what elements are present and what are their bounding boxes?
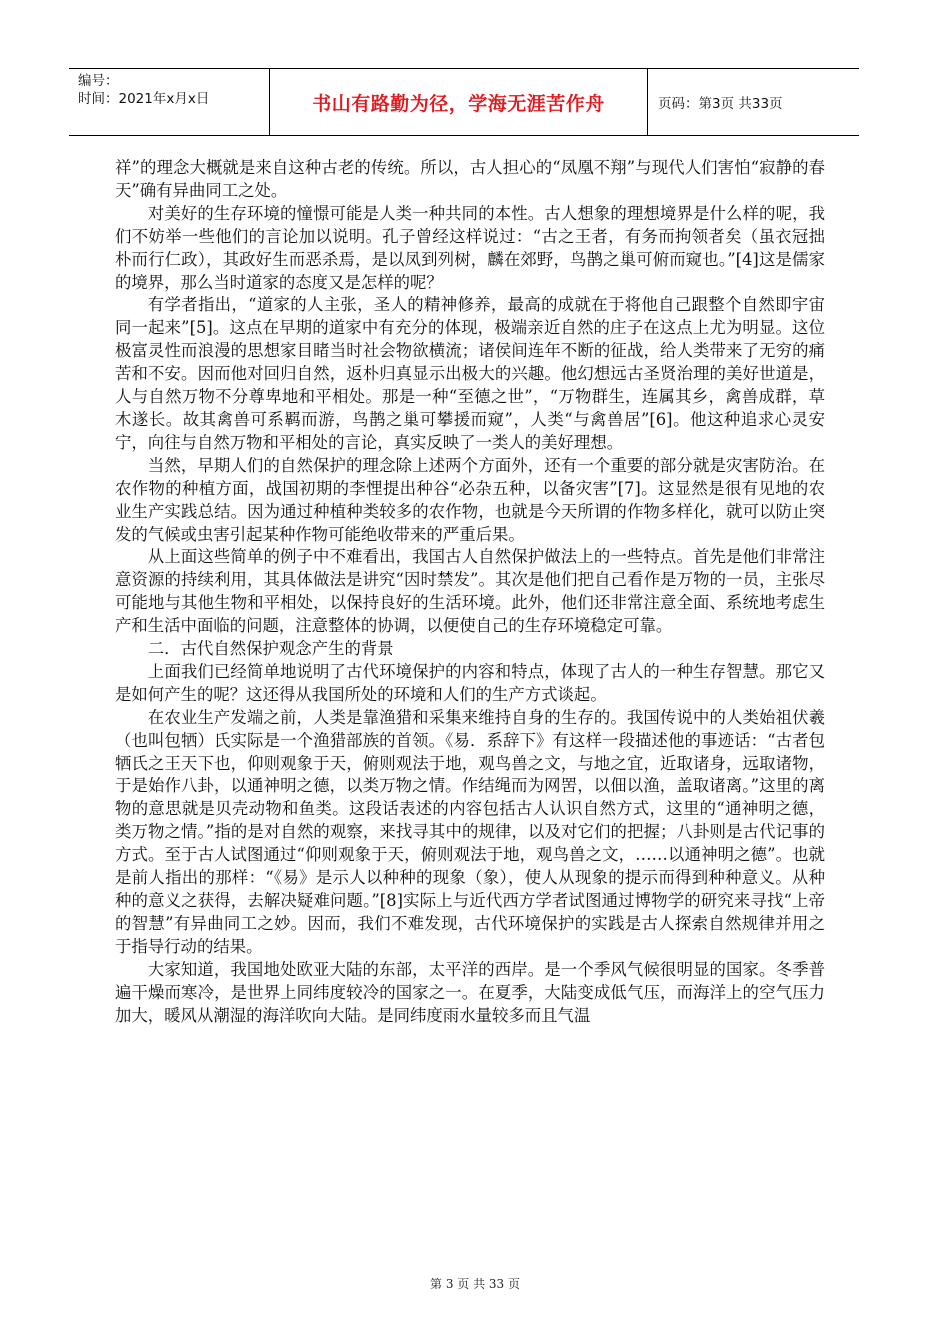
document-body: [115, 157, 825, 1027]
paragraph: 上面我们已经简单地说明了古代环境保护的内容和特点，体现了古人的一种生存智慧。那它又是如何产生的呢？这还得从我国所处的环境和人们的生产方式谈起。: [115, 661, 825, 704]
paragraph: 大家知道，我国地处欧亚大陆的东部，太平洋的西岸。是一个季风气候很明显的国家。冬季普遍干燥而寒冷，是世界上同纬度较冷的国家之一。在夏季，大陆变成低气压，而海洋上的空气压力加大，暖风从潮湿的海洋吹向大陆。是同纬度雨水量较多而且气温: [115, 959, 825, 1025]
header-page-code: 页码：第3页 共33页: [658, 96, 783, 112]
paragraph: 当然，早期人们的自然保护的理念除上述两个方面外，还有一个重要的部分就是灾害防治。在农作物的种植方面，战国初期的李悝提出种谷“必杂五种，以备灾害”[7]。这显然是很有见地的农业生产实践总结。因为通过种植种类较多的农作物，也就是今天所谓的作物多样化，就可以防止突发的气候或虫害引起某种作物可能绝收带来的严重后果。: [115, 455, 825, 544]
paragraph: 对美好的生存环境的憧憬可能是人类一种共同的本性。古人想象的理想境界是什么样的呢，我们不妨举一些他们的言论加以说明。孔子曾经这样说过：“古之王者，有务而拘领者矣（虽衣冠拙朴而行仁政），其政好生而恶杀焉，是以凤到列树，麟在郊野，鸟鹊之巢可俯而窥也。”[4]这是儒家的境界，那么当时道家的态度又是怎样的呢？: [115, 203, 825, 292]
paragraph: 从上面这些简单的例子中不难看出，我国古人自然保护做法上的一些特点。首先是他们非常注意资源的持续利用，其具体做法是讲究“因时禁发”。其次是他们把自己看作是万物的一员，主张尽可能地与其他生物和平相处，以保持良好的生活环境。此外，他们还非常注意全面、系统地考虑生产和生活中面临的问题，注意整体的协调，以便使自己的生存环境稳定可靠。: [115, 547, 825, 636]
time-label: 时间：2021年x月x日: [78, 91, 210, 107]
paragraph: 在农业生产发端之前，人类是靠渔猎和采集来维持自身的生存的。我国传说中的人类始祖伏羲（也叫包牺）氏实际是一个渔猎部族的首领。《易．系辞下》有这样一段描述他的事迹话：“古者包牺氏之王天下也，仰则观象于天，俯则观法于地，观鸟兽之文，与地之宜，近取诸身，远取诸物，于是始作八卦，以通神明之德，以类万物之情。作结绳而为网罟，以佃以渔，盖取诸离。”这里的离物的意思就是贝壳动物和鱼类。这段话表述的内容包括古人认识自然方式，这里的“通神明之德，类万物之情。”指的是对自然的观察，来找寻其中的规律，以及对它们的把握；八卦则是古代记事的方式。至于古人试图通过“仰则观象于天，俯则观法于地，观鸟兽之文，……以通神明之德”。也就是前人指出的那样：“《易》是示人以种种的现象（象），使人从现象的提示而得到种种意义。从种种的意义之获得，去解决疑难问题。”[8]实际上与近代西方学者试图通过博物学的研究来寻找“上帝的智慧”有异曲同工之妙。因而，我们不难发现，古代环境保护的实践是古人探索自然规律并用之于指导行动的结果。: [115, 707, 825, 956]
paragraph: 有学者指出，“道家的人主张，圣人的精神修养，最高的成就在于将他自己跟整个自然即宇宙同一起来”[5]。这点在早期的道家中有充分的体现，极端亲近自然的庄子在这点上尤为明显。这位极富灵性而浪漫的思想家目睹当时社会物欲横流；诸侯间连年不断的征战，给人类带来了无穷的痛苦和不安。因而他对回归自然，返朴归真显示出极大的兴趣。他幻想远古圣贤治理的美好世道是，人与自然万物不分尊卑地和平相处。那是一种“至德之世”，“万物群生，连属其乡，禽兽成群，草木遂长。故其禽兽可系羁而游，鸟鹊之巢可攀援而窥”，人类“与禽兽居”[6]。他这种追求心灵安宁，向往与自然万物和平相处的言论，真实反映了一类人的美好理想。: [115, 295, 825, 452]
page-header: [69, 68, 859, 136]
paragraph: 祥”的理念大概就是来自这种古老的传统。所以，古人担心的“凤凰不翔”与现代人们害怕“寂静的春天”确有异曲同工之处。: [115, 158, 825, 200]
header-motto: 书山有路勤为径，学海无涯苦作舟: [270, 69, 648, 135]
page-footer: 第 3 页 共 33 页: [430, 1277, 520, 1291]
number-label: 编号：: [78, 73, 119, 89]
header-meta: [69, 69, 270, 135]
section-heading: 二．古代自然保护观念产生的背景: [147, 639, 394, 659]
